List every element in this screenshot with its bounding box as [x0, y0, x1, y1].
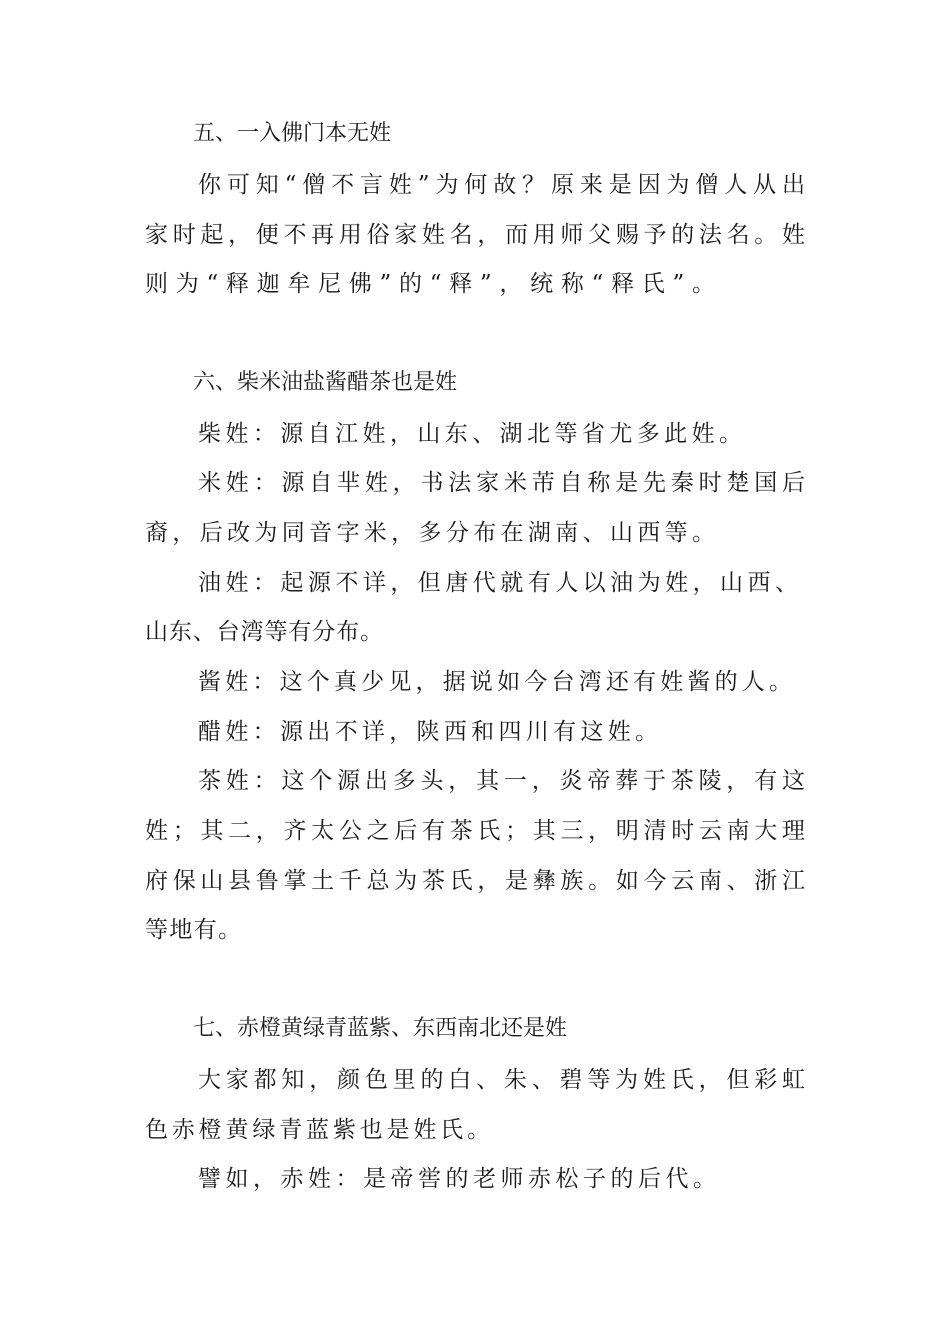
paragraph-line: 油姓：起源不详，但唐代就有人以油为姓，山西、 [198, 570, 798, 596]
section-heading-5: 五、一入佛门本无姓 [193, 121, 392, 146]
paragraph-line: 等地有。 [145, 917, 241, 943]
paragraph-line: 家时起，便不再用俗家姓名，而用师父赐予的法名。姓 [145, 222, 805, 248]
paragraph-line: 府保山县鲁掌土千总为茶氏，是彝族。如今云南、浙江 [145, 868, 805, 894]
paragraph-line: 米姓：源自芈姓，书法家米芾自称是先秦时楚国后 [198, 470, 805, 496]
paragraph-line: 譬如，赤姓：是帝喾的老师赤松子的后代。 [198, 1166, 716, 1192]
paragraph-line: 则为“释迦牟尼佛”的“释”，统称“释氏”。 [145, 271, 715, 297]
paragraph-line: 你可知“僧不言姓”为何故？原来是因为僧人从出 [198, 172, 805, 198]
paragraph-line: 色赤橙黄绿青蓝紫也是姓氏。 [145, 1117, 490, 1143]
paragraph-line: 茶姓：这个源出多头，其一，炎帝葬于茶陵，有这 [198, 768, 805, 794]
section-heading-7: 七、赤橙黄绿青蓝紫、东西南北还是姓 [193, 1016, 568, 1041]
section-heading-6: 六、柴米油盐酱醋茶也是姓 [193, 370, 458, 395]
paragraph-line: 大家都知，颜色里的白、朱、碧等为姓氏，但彩虹 [198, 1067, 805, 1093]
paragraph-line: 醋姓：源出不详，陕西和四川有这姓。 [198, 719, 658, 745]
paragraph-line: 柴姓：源自江姓，山东、湖北等省尤多此姓。 [198, 421, 742, 447]
paragraph-line: 酱姓：这个真少见，据说如今台湾还有姓酱的人。 [198, 669, 792, 695]
paragraph-line: 姓；其二，齐太公之后有茶氏；其三，明清时云南大理 [145, 818, 805, 844]
paragraph-line: 山东、台湾等有分布。 [145, 619, 383, 645]
paragraph-line: 裔，后改为同音字米，多分布在湖南、山西等。 [145, 520, 715, 546]
